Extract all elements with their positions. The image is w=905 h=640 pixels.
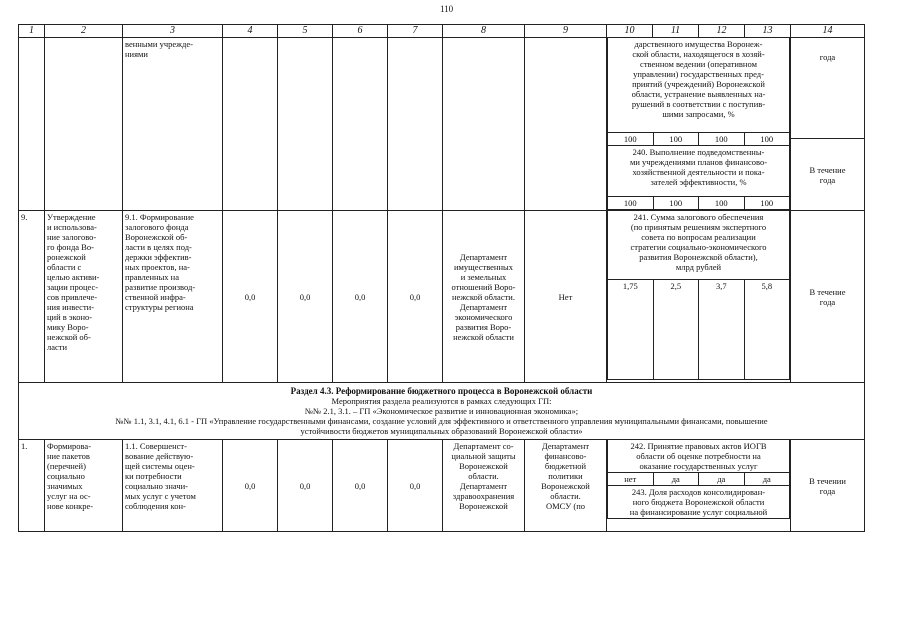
cell-col9: Департамент финансово- бюджетной политики Воронежской области. ОМСУ (по (525, 440, 607, 532)
cell-fin-5 (278, 38, 333, 211)
indicator-value: да (744, 473, 790, 486)
table-row-9 (19, 211, 865, 383)
cell-col9 (525, 38, 607, 211)
indicator-241-text: 241. Сумма залогового обеспечения (по принятым решениям экспертного совета по вопросам реализации стратегии социально-экономического развития Воронежской области), млрд рублей (608, 211, 790, 280)
cell-fin-6 (333, 38, 388, 211)
cell-term: В течении года (791, 440, 865, 532)
cell-executor (443, 38, 525, 211)
cell-fin-4: 0,0 (223, 211, 278, 383)
indicator-value: 3,7 (699, 280, 745, 380)
indicators-block (607, 211, 791, 383)
indicator-value: 100 (653, 133, 699, 146)
cell-fin-4: 0,0 (223, 440, 278, 532)
indicator-table (607, 38, 790, 210)
header-cell: 14 (791, 25, 865, 38)
indicators-block (607, 38, 791, 211)
header-cell: 2 (45, 25, 123, 38)
indicator-value: 100 (744, 133, 790, 146)
table-row-1 (19, 440, 865, 532)
indicator-value: 100 (608, 133, 654, 146)
header-cell: 7 (388, 25, 443, 38)
indicator-text: дарственного имущества Воронеж- ской области, находящегося в хозяй- ственном ведении (оперативном управлении) государственных пред- приятий (учреждений) Воронежской области, устранение выявленных на- рушений в соответствии с поступив- шими запросами, % (608, 38, 790, 133)
cell-fin-7 (388, 38, 443, 211)
indicator-value: 100 (744, 197, 790, 210)
cell-fin-7: 0,0 (388, 440, 443, 532)
cell-term (791, 38, 865, 211)
header-cell: 4 (223, 25, 278, 38)
cell-fin-4 (223, 38, 278, 211)
term-text: В течение года (791, 138, 864, 202)
cell-fin-6: 0,0 (333, 211, 388, 383)
indicator-value: 1,75 (608, 280, 654, 380)
cell-executor: Департамент имущественных и земельных отношений Воро- нежской области. Департамент экономического развития Воро- нежской области (443, 211, 525, 383)
cell-measure: 1.1. Совершенст- вование действую- щей системы оцен- ки потребности социально значи- мых услуг с учетом соблюдения кон- (123, 440, 223, 532)
indicator-value: 100 (699, 197, 745, 210)
header-cell: 8 (443, 25, 525, 38)
indicator-value: 100 (608, 197, 654, 210)
header-cell: 13 (745, 25, 791, 38)
cell-term: В течение года (791, 211, 865, 383)
header-cell: 6 (333, 25, 388, 38)
header-cell: 1 (19, 25, 45, 38)
indicator-value: 100 (699, 133, 745, 146)
header-cell: 10 (607, 25, 653, 38)
cell-fin-5: 0,0 (278, 211, 333, 383)
header-cell: 5 (278, 25, 333, 38)
indicator-value: нет (608, 473, 654, 486)
indicator-243-text: 243. Доля расходов консолидирован- ного бюджета Воронежской области на финансирование услуг социальной (608, 486, 790, 519)
section-line: №№ 1.1, 3.1, 4.1, 6.1 - ГП «Управление государственными финансами, создание условий для эффективного и ответственного управления муниципальными финансами, повышение (115, 416, 768, 426)
indicator-table (607, 211, 790, 380)
cell-fin-6: 0,0 (333, 440, 388, 532)
cell-measure: 9.1. Формирование залогового фонда Воронежской об- ласти в целях под- держки эффектив- ных проектов, на- правленных на развитие производ- ственной инфра- структуры региона (123, 211, 223, 383)
indicator-value: 100 (653, 197, 699, 210)
cell-num: 1. (19, 440, 45, 532)
cell-executor: Департамент со- циальной защиты Воронежской области. Департамент здравоохранения Воронежской (443, 440, 525, 532)
budget-table (18, 24, 865, 532)
indicator-value: 2,5 (653, 280, 699, 380)
cell-fin-5: 0,0 (278, 440, 333, 532)
header-cell: 12 (699, 25, 745, 38)
section-header (19, 383, 865, 440)
cell-fin-7: 0,0 (388, 211, 443, 383)
cell-goal (45, 38, 123, 211)
page-number: 110 (440, 4, 454, 14)
cell-num: 9. (19, 211, 45, 383)
indicator-value: да (653, 473, 699, 486)
cell-col9: Нет (525, 211, 607, 383)
section-line: устойчивости бюджетов муниципальных образований Воронежской области» (300, 426, 583, 436)
indicator-value: 5,8 (744, 280, 790, 380)
header-row (19, 25, 865, 38)
section-title: Раздел 4.3. Реформирование бюджетного процесса в Воронежской области (290, 386, 593, 396)
indicator-242-text: 242. Принятие правовых актов ИОГВ области об оценке потребности на оказание государственных услуг (608, 440, 790, 473)
cell-num (19, 38, 45, 211)
header-cell: 11 (653, 25, 699, 38)
header-cell: 9 (525, 25, 607, 38)
cell-goal: Утверждение и использова- ние залогово- го фонда Во- ронежской области с целью активи- зации процес- сов привлече- ния инвести- ций в эконо- мику Воро- нежской об- ласти (45, 211, 123, 383)
section-line: Мероприятия раздела реализуются в рамках следующих ГП: (331, 396, 552, 406)
section-line: №№ 2.1, 3.1. – ГП «Экономическое развитие и инновационная экономика»; (304, 406, 579, 416)
indicator-table (607, 440, 790, 519)
term-text: года (819, 52, 836, 62)
cell-goal: Формирова- ние пакетов (перечней) социально значимых услуг на ос- нове конкре- (45, 440, 123, 532)
table-row-continuation (19, 38, 865, 211)
indicators-block (607, 440, 791, 532)
header-cell: 3 (123, 25, 223, 38)
section-row (19, 383, 865, 440)
indicator-240-text: 240. Выполнение подведомственны- ми учреждениями планов финансово- хозяйственной деятельности и пока- зателей эффективности, % (608, 146, 790, 197)
cell-measure: венными учрежде- ниями (123, 38, 223, 211)
indicator-value: да (699, 473, 745, 486)
